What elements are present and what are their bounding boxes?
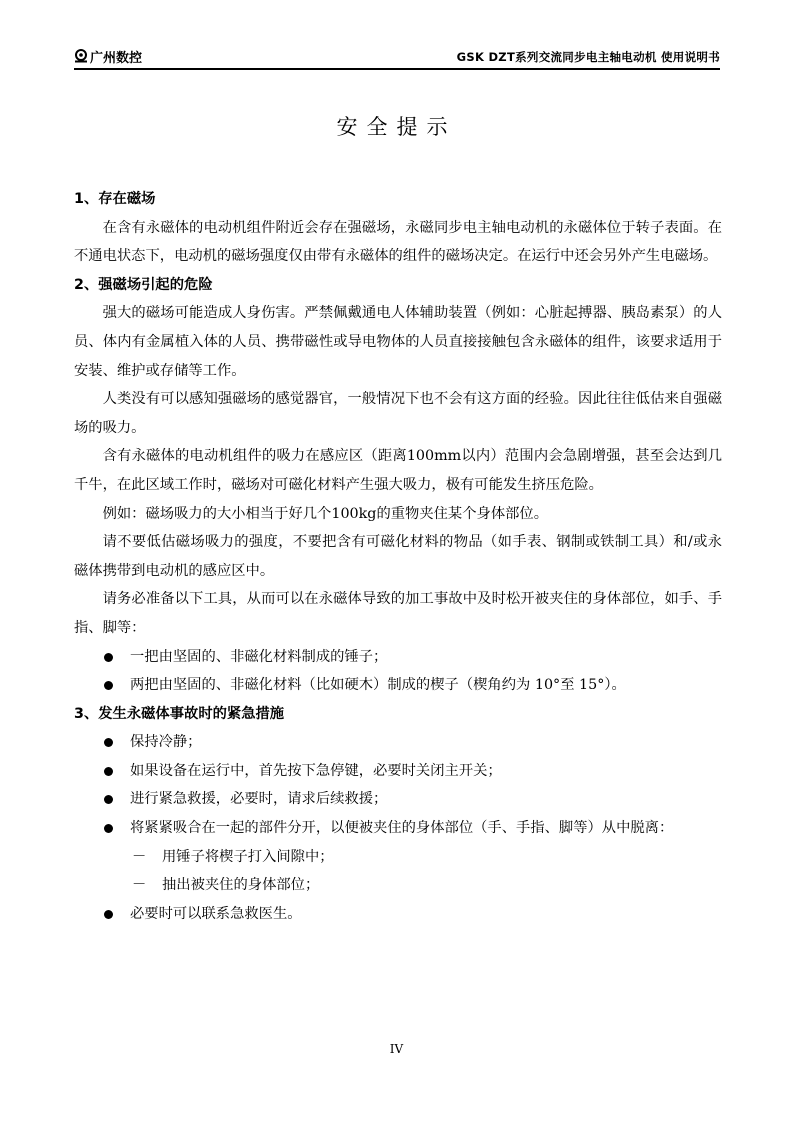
page-content	[74, 185, 722, 928]
bullet-icon	[104, 653, 113, 662]
company-logo	[74, 47, 142, 65]
bullet-icon	[104, 910, 113, 919]
section-heading: 3、发生永磁体事故时的紧急措施	[74, 705, 285, 722]
sub-list-item-text: 用锤子将楔子打入间隙中；	[162, 848, 334, 865]
page-title: 安全提示	[336, 115, 457, 139]
list-item	[74, 728, 722, 757]
sub-list-item	[74, 871, 722, 900]
list-item-text: 两把由坚固的、非磁化材料（比如硬木）制成的楔子（楔角约为 10°至 15°）。	[130, 677, 626, 694]
logo-text: 广州数控	[90, 50, 143, 66]
list-item-text: 必要时可以联系急救医生。	[130, 905, 302, 922]
paragraph: 请不要低估磁场吸力的强度，不要把含有可磁化材料的物品（如手表、钢制或铁制工具）和/或永磁体携带到电动机的感应区中。	[74, 534, 722, 579]
bullet-icon	[104, 681, 113, 690]
paragraph: 含有永磁体的电动机组件的吸力在感应区（距离100mm以内）范围内会急剧增强，甚至会达到几千牛，在此区域工作时，磁场对可磁化材料产生强大吸力，极有可能发生挤压危险。	[74, 448, 722, 493]
list-item-text: 保持冷静；	[130, 734, 202, 751]
dash-mark: －	[132, 877, 147, 894]
paragraph: 人类没有可以感知强磁场的感觉器官，一般情况下也不会有这方面的经验。因此往往低估来自强磁场的吸力。	[74, 391, 722, 436]
list-item	[74, 785, 722, 814]
page-header	[74, 44, 720, 70]
section-heading: 2、强磁场引起的危险	[74, 276, 213, 293]
list-item	[74, 757, 722, 786]
list-item	[74, 814, 722, 843]
list-item-text: 将紧紧吸合在一起的部件分开，以便被夹住的身体部位（手、手指、脚等）从中脱离：	[130, 820, 674, 837]
list-item-text: 进行紧急救援，必要时，请求后续救援；	[130, 791, 388, 808]
paragraph: 强大的磁场可能造成人身伤害。严禁佩戴通电人体辅助装置（例如：心脏起搏器、胰岛素泵）的人员、体内有金属植入体的人员、携带磁性或导电物体的人员直接接触包含永磁体的组件，该要求适用于安装、维护或存储等工作。	[74, 305, 722, 379]
page-number: IV	[389, 1042, 404, 1056]
bullet-icon	[104, 795, 113, 804]
bullet-icon	[104, 824, 113, 833]
gsk-logo-icon	[74, 49, 88, 63]
paragraph: 例如：磁场吸力的大小相当于好几个100kg的重物夹住某个身体部位。	[102, 505, 549, 522]
paragraph: 在含有永磁体的电动机组件附近会存在强磁场，永磁同步电主轴电动机的永磁体位于转子表面。在不通电状态下，电动机的磁场强度仅由带有永磁体的组件的磁场决定。在运行中还会另外产生电磁场。	[74, 219, 722, 265]
list-item-text: 一把由坚固的、非磁化材料制成的锤子；	[130, 648, 388, 665]
paragraph: 请务必准备以下工具，从而可以在永磁体导致的加工事故中及时松开被夹住的身体部位，如手、手指、脚等：	[74, 591, 722, 636]
sub-list-item	[74, 843, 722, 872]
dash-mark: －	[132, 848, 147, 865]
bullet-icon	[104, 738, 113, 747]
list-item	[74, 900, 722, 929]
section-heading: 1、存在磁场	[74, 191, 156, 207]
bullet-icon	[104, 767, 113, 776]
list-item-text: 如果设备在运行中，首先按下急停键，必要时关闭主开关；	[130, 762, 502, 779]
document-title: GSK DZT系列交流同步电主轴电动机 使用说明书	[456, 50, 720, 64]
list-item	[74, 643, 722, 672]
list-item	[74, 671, 722, 700]
sub-list-item-text: 抽出被夹住的身体部位；	[162, 877, 320, 894]
